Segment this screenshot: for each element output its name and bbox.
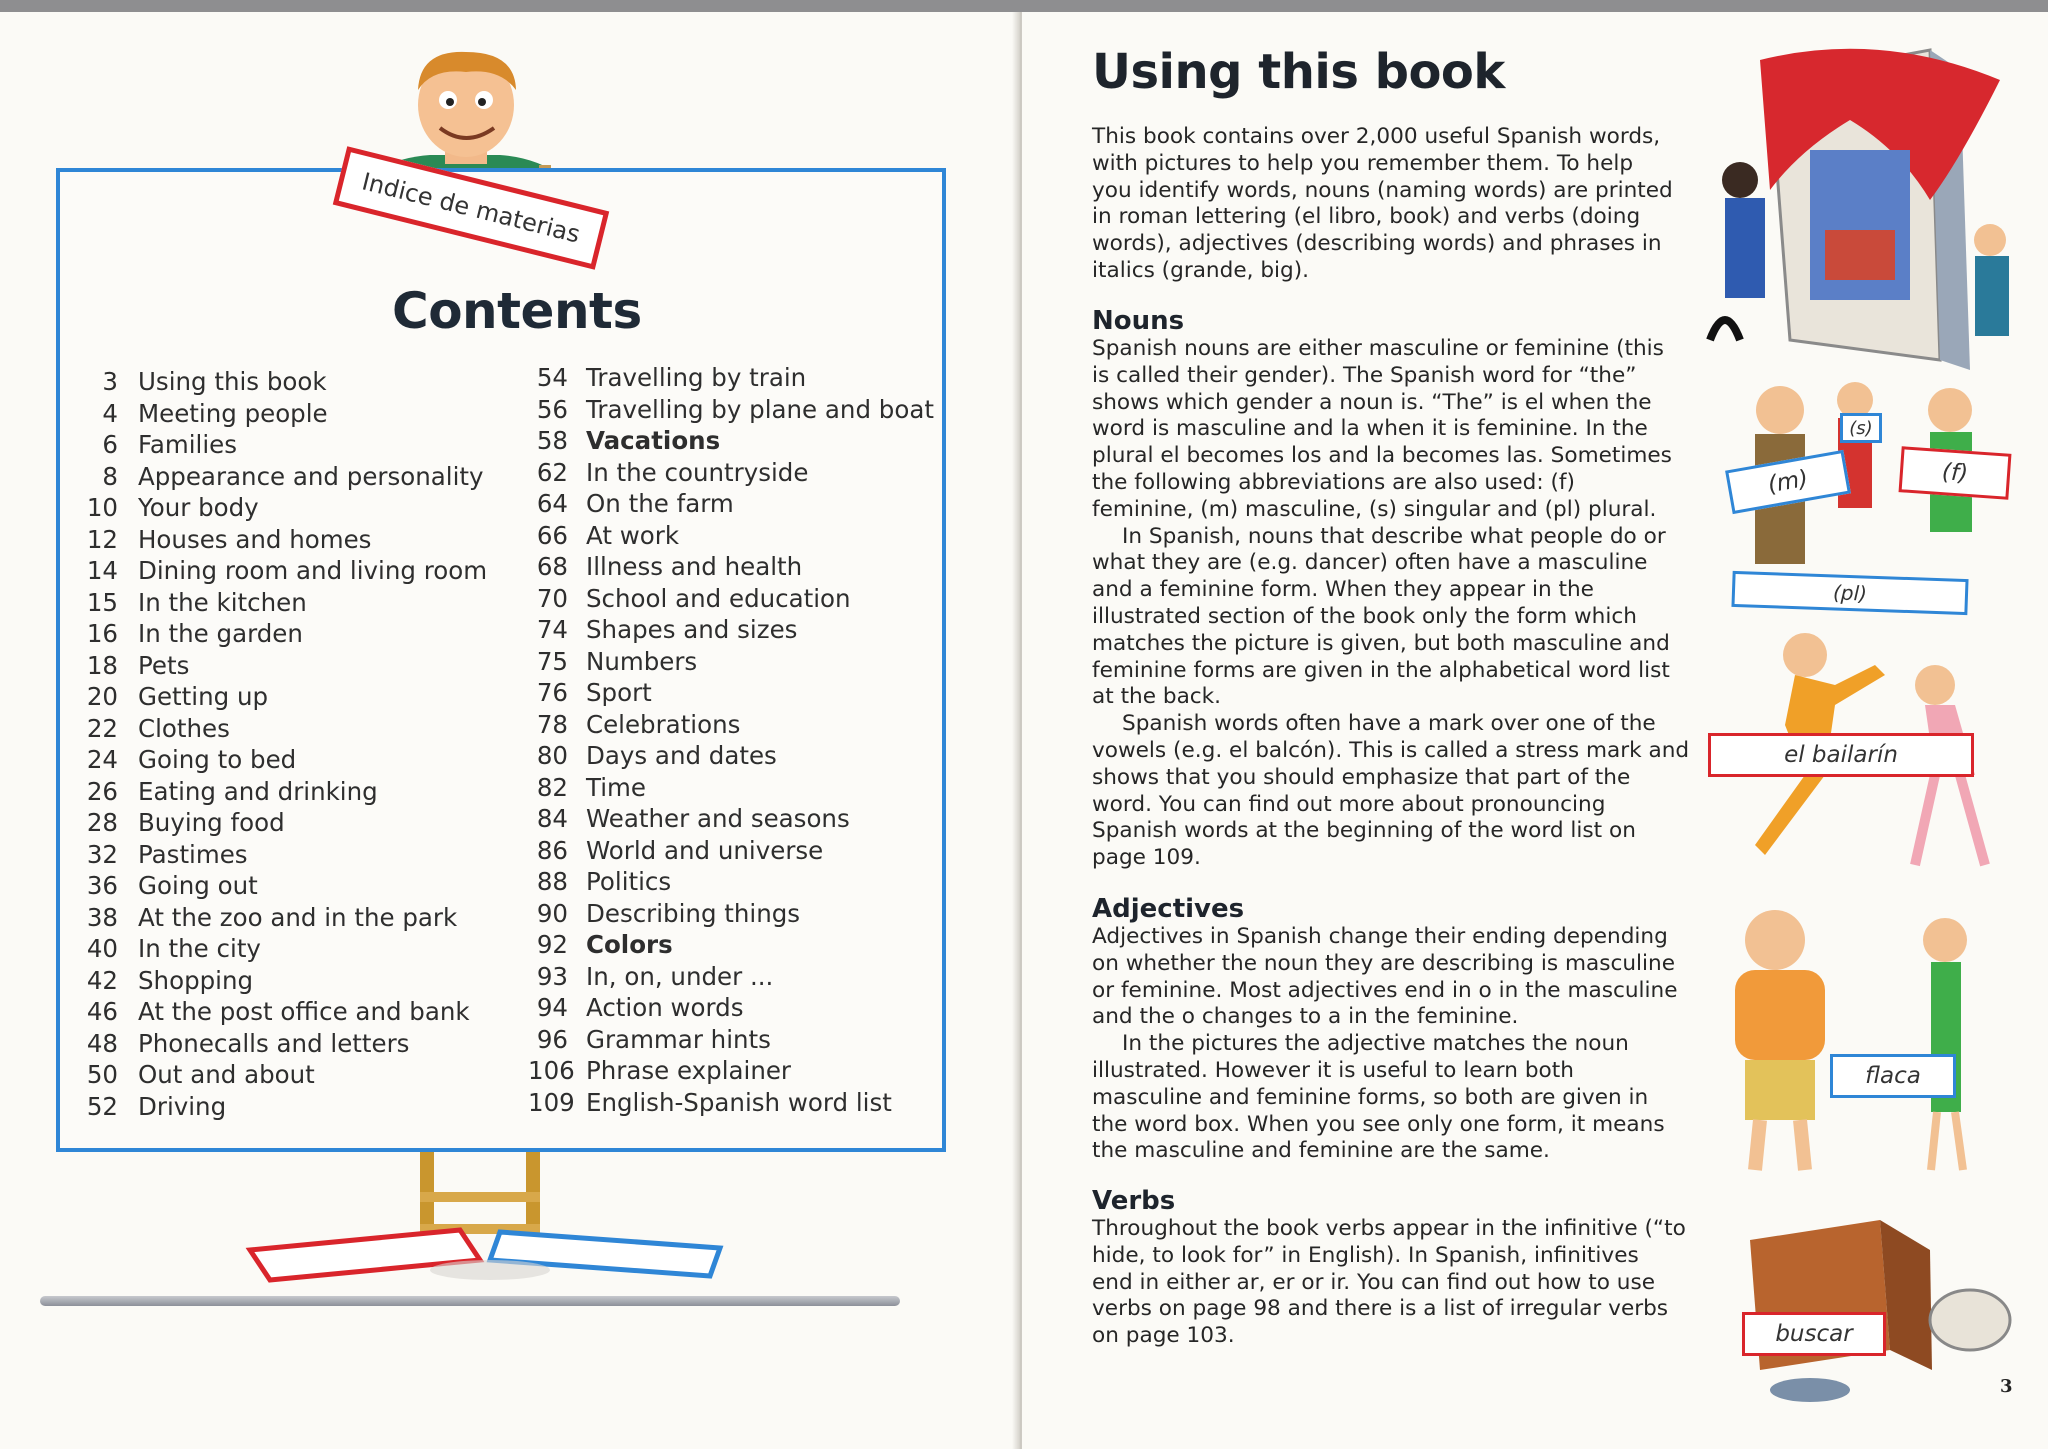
toc-page-number: 8 <box>102 461 118 491</box>
toc-label: School and education <box>586 583 851 613</box>
text-line: word. You can find out more about pronouncing <box>1092 791 1606 817</box>
toc-label: Weather and seasons <box>586 804 850 834</box>
toc-page-number: 64 <box>536 489 568 519</box>
toc-entry <box>86 807 487 839</box>
label-flaca: flaca <box>1830 1054 1956 1098</box>
toc-page-number: 15 <box>86 587 118 617</box>
toc-page-number: 22 <box>86 713 118 743</box>
toc-entry <box>86 1091 487 1123</box>
text-line: Adjectives in Spanish change their ending depending <box>1092 924 1668 949</box>
text-line: or feminine. Most adjectives end in o in the masculine <box>1092 977 1678 1003</box>
text-line: verbs on page 98 and there is a list of irregular verbs <box>1092 1296 1669 1322</box>
indice-sign: Indice de materias <box>333 146 609 270</box>
toc-entry <box>86 744 487 776</box>
toc-page-number: 24 <box>86 745 118 775</box>
toc-label: Driving <box>138 1091 227 1121</box>
toc-entry <box>528 551 934 583</box>
toc-entry <box>528 740 934 772</box>
toc-entry <box>528 1087 934 1119</box>
toc-label: Grammar hints <box>586 1024 771 1054</box>
adjectives-heading: Adjectives <box>1092 894 1245 924</box>
text-line: with pictures to help you remember them. To help <box>1092 150 1634 176</box>
toc-label: Meeting people <box>138 398 328 428</box>
toc-label: Going out <box>138 871 258 901</box>
text-line: end in either ar, er or ir. You can find out how to use <box>1092 1269 1656 1295</box>
toc-page-number: 75 <box>536 646 568 676</box>
toc-label: Describing things <box>586 898 801 928</box>
toc-label: Travelling by plane and boat <box>586 394 934 424</box>
toc-entry <box>86 587 487 619</box>
toc-page-number: 66 <box>536 520 568 550</box>
toc-page-number: 3 <box>102 367 118 397</box>
toc-entry <box>86 713 487 745</box>
toc-entry <box>528 929 934 961</box>
text-line: feminine forms are given in the alphabetical word list <box>1092 657 1670 683</box>
toc-label: Shapes and sizes <box>586 615 798 645</box>
toc-page-number: 26 <box>86 776 118 806</box>
toc-page-number: 38 <box>86 902 118 932</box>
fallen-signs-illustration <box>240 1220 740 1290</box>
toc-page-number: 90 <box>536 898 568 928</box>
toc-page-number: 46 <box>86 997 118 1027</box>
toc-entry <box>528 614 934 646</box>
toc-page-number: 12 <box>86 524 118 554</box>
text-line: matches the picture is given, but both masculine and <box>1092 630 1670 656</box>
using-book-title: Using this book <box>1092 44 1505 100</box>
toc-page-number: 94 <box>536 993 568 1023</box>
toc-label: Pets <box>138 650 190 680</box>
toc-label: Action words <box>586 993 744 1023</box>
toc-label: Clothes <box>138 713 230 743</box>
toc-entry <box>86 870 487 902</box>
toc-page-number: 74 <box>536 615 568 645</box>
verbs-heading: Verbs <box>1092 1186 1176 1216</box>
text-line: shows which gender a noun is. “The” is el when the <box>1092 389 1652 415</box>
toc-label: In the city <box>138 934 261 964</box>
toc-label: Travelling by train <box>586 363 807 393</box>
hiding-box-illustration <box>1700 1180 2020 1410</box>
toc-label: Your body <box>138 493 259 523</box>
floor-shadow <box>40 1296 900 1306</box>
toc-entry <box>86 429 487 461</box>
toc-label: Sport <box>586 678 652 708</box>
toc-entry <box>86 996 487 1028</box>
text-line: illustrated. However it is useful to learn both <box>1092 1057 1574 1083</box>
scan-top-edge <box>0 0 2048 12</box>
text-line: Spanish nouns are either masculine or feminine (this <box>1092 336 1664 361</box>
text-line: vowels (e.g. el balcón). This is called a stress mark and <box>1092 737 1690 763</box>
text-line: words), adjectives (describing words) and phrases in <box>1092 231 1662 257</box>
text-line: is called their gender). The Spanish word for “the” <box>1092 362 1637 388</box>
toc-entry <box>528 709 934 741</box>
toc-entry <box>528 992 934 1024</box>
toc-entry <box>86 776 487 808</box>
toc-entry <box>86 555 487 587</box>
toc-entry <box>528 1055 934 1087</box>
toc-entry <box>528 646 934 678</box>
toc-label: Using this book <box>138 367 327 397</box>
text-line: and the o changes to a in the feminine. <box>1092 1004 1519 1030</box>
toc-label: Phonecalls and letters <box>138 1028 410 1058</box>
toc-page-number: 62 <box>536 457 568 487</box>
label-m: (m) <box>1725 450 1851 514</box>
toc-entry <box>86 398 487 430</box>
toc-label: Time <box>586 772 646 802</box>
text-line: the word box. When you see only one form, it means <box>1092 1111 1665 1137</box>
toc-page-number: 42 <box>86 965 118 995</box>
toc-label: English-Spanish word list <box>586 1087 892 1117</box>
toc-entry <box>86 366 487 398</box>
toc-label: Vacations <box>586 426 721 456</box>
curtain-book-illustration <box>1700 40 2030 370</box>
text-line: word is masculine and la when it is feminine. In the <box>1092 416 1648 442</box>
toc-label: Families <box>138 430 237 460</box>
toc-page-number: 48 <box>86 1028 118 1058</box>
text-line: masculine and feminine forms, so both are given in <box>1092 1084 1649 1110</box>
toc-entry <box>528 362 934 394</box>
toc-entry <box>86 965 487 997</box>
adjective-people-illustration <box>1705 900 2015 1180</box>
toc-page-number: 28 <box>86 808 118 838</box>
text-line: the following abbreviations are also used: (f) <box>1092 469 1575 495</box>
toc-label: Buying food <box>138 808 285 838</box>
text-line: hide, to look for” in English). In Spanish, infinitives <box>1092 1242 1639 1268</box>
toc-label: Getting up <box>138 682 269 712</box>
text-line: page 109. <box>1092 845 1201 871</box>
toc-label: In the kitchen <box>138 587 307 617</box>
toc-page-number: 70 <box>536 583 568 613</box>
toc-label: On the farm <box>586 489 734 519</box>
toc-page-number: 32 <box>86 839 118 869</box>
toc-label: Eating and drinking <box>138 776 378 806</box>
toc-entry <box>528 898 934 930</box>
text-line: on page 103. <box>1092 1323 1235 1349</box>
label-pl: (pl) <box>1731 571 1968 615</box>
toc-entry <box>86 524 487 556</box>
toc-page-number: 36 <box>86 871 118 901</box>
text-line: Spanish words at the beginning of the word list on <box>1092 818 1636 844</box>
text-line: In Spanish, nouns that describe what people do or <box>1122 523 1666 549</box>
toc-entry <box>528 488 934 520</box>
text-line: Spanish words often have a mark over one of the <box>1122 711 1656 737</box>
toc-page-number: 10 <box>86 493 118 523</box>
toc-entry <box>528 457 934 489</box>
text-line: illustrated section of the book only the form which <box>1092 603 1637 629</box>
toc-page-number: 16 <box>86 619 118 649</box>
label-f: (f) <box>1899 446 2012 500</box>
toc-label: Houses and homes <box>138 524 372 554</box>
text-line: italics (grande, big). <box>1092 257 1310 283</box>
toc-page-number: 56 <box>536 394 568 424</box>
toc-label: Colors <box>586 930 673 960</box>
toc-entry <box>528 677 934 709</box>
toc-page-number: 6 <box>102 430 118 460</box>
text-line: on whether the noun they are describing is masculine <box>1092 950 1675 976</box>
toc-page-number: 4 <box>102 398 118 428</box>
text-line: feminine, (m) masculine, (s) singular and (pl) plural. <box>1092 496 1657 522</box>
text-line: in roman lettering (el libro, book) and verbs (doing <box>1092 204 1641 230</box>
nouns-paragraph <box>1092 336 1689 872</box>
toc-entry <box>86 492 487 524</box>
toc-page-number: 88 <box>536 867 568 897</box>
toc-label: In the garden <box>138 619 303 649</box>
text-line: and a feminine form. When they appear in the <box>1092 577 1594 603</box>
text-line: shows that you should emphasize that part of the <box>1092 764 1631 790</box>
toc-label: Days and dates <box>586 741 777 771</box>
toc-label: Going to bed <box>138 745 297 775</box>
verbs-paragraph <box>1092 1216 1686 1350</box>
toc-label: Out and about <box>138 1060 315 1090</box>
toc-entry <box>86 681 487 713</box>
toc-page-number: 82 <box>536 772 568 802</box>
toc-entry <box>528 835 934 867</box>
contents-title: Contents <box>392 282 642 340</box>
toc-label: At work <box>586 520 680 550</box>
toc-column-2 <box>528 362 934 1118</box>
toc-page-number: 84 <box>536 804 568 834</box>
toc-page-number: 78 <box>536 709 568 739</box>
text-line: the masculine and feminine are the same. <box>1092 1138 1550 1164</box>
toc-entry <box>86 461 487 493</box>
label-s: (s) <box>1840 413 1882 443</box>
toc-page-number: 92 <box>536 930 568 960</box>
toc-label: Politics <box>586 867 672 897</box>
toc-entry <box>86 933 487 965</box>
nouns-heading: Nouns <box>1092 306 1185 336</box>
toc-page-number: 96 <box>536 1024 568 1054</box>
toc-page-number: 68 <box>536 552 568 582</box>
toc-label: Dining room and living room <box>138 556 488 586</box>
toc-page-number: 40 <box>86 934 118 964</box>
toc-label: At the post office and bank <box>138 997 470 1027</box>
text-line: In the pictures the adjective matches the noun <box>1122 1031 1629 1057</box>
toc-page-number: 93 <box>536 961 568 991</box>
toc-label: In the countryside <box>586 457 809 487</box>
toc-label: Phrase explainer <box>586 1056 792 1086</box>
toc-entry <box>86 902 487 934</box>
toc-entry <box>86 650 487 682</box>
toc-column-1 <box>86 366 487 1122</box>
toc-entry <box>528 961 934 993</box>
toc-page-number: 106 <box>528 1056 575 1086</box>
toc-label: At the zoo and in the park <box>138 902 458 932</box>
toc-entry <box>528 772 934 804</box>
toc-label: Celebrations <box>586 709 741 739</box>
text-line: what they are (e.g. dancer) often have a masculine <box>1092 550 1648 576</box>
toc-entry <box>86 839 487 871</box>
toc-label: Numbers <box>586 646 698 676</box>
text-line: Throughout the book verbs appear in the infinitive (“to <box>1092 1216 1686 1241</box>
toc-page-number: 18 <box>86 650 118 680</box>
toc-page-number: 80 <box>536 741 568 771</box>
toc-entry <box>86 1028 487 1060</box>
toc-page-number: 20 <box>86 682 118 712</box>
toc-label: Illness and health <box>586 552 803 582</box>
text-line: you identify words, nouns (naming words) are printed <box>1092 177 1673 203</box>
toc-label: In, on, under ... <box>586 961 774 991</box>
toc-entry <box>528 583 934 615</box>
toc-page-number: 14 <box>86 556 118 586</box>
toc-entry <box>528 803 934 835</box>
toc-label: Shopping <box>138 965 254 995</box>
toc-label: World and universe <box>586 835 824 865</box>
toc-entry <box>86 618 487 650</box>
text-line: plural el becomes los and la becomes las. Sometimes <box>1092 443 1672 469</box>
adjectives-paragraph <box>1092 924 1678 1165</box>
toc-page-number: 86 <box>536 835 568 865</box>
toc-page-number: 109 <box>528 1087 575 1117</box>
page-number: 3 <box>2000 1376 2013 1397</box>
label-el-bailarin: el bailarín <box>1708 733 1974 777</box>
toc-label: Pastimes <box>138 839 248 869</box>
intro-paragraph <box>1092 124 1673 285</box>
toc-label: Appearance and personality <box>138 461 484 491</box>
toc-page-number: 58 <box>536 426 568 456</box>
toc-page-number: 76 <box>536 678 568 708</box>
toc-entry <box>528 520 934 552</box>
toc-entry <box>528 866 934 898</box>
toc-entry <box>528 425 934 457</box>
toc-page-number: 52 <box>86 1091 118 1121</box>
text-line: This book contains over 2,000 useful Spanish words, <box>1092 124 1661 149</box>
text-line: at the back. <box>1092 684 1222 710</box>
toc-entry <box>528 1024 934 1056</box>
toc-entry <box>86 1059 487 1091</box>
toc-page-number: 50 <box>86 1060 118 1090</box>
toc-entry <box>528 394 934 426</box>
label-buscar: buscar <box>1742 1312 1886 1356</box>
toc-page-number: 54 <box>536 363 568 393</box>
